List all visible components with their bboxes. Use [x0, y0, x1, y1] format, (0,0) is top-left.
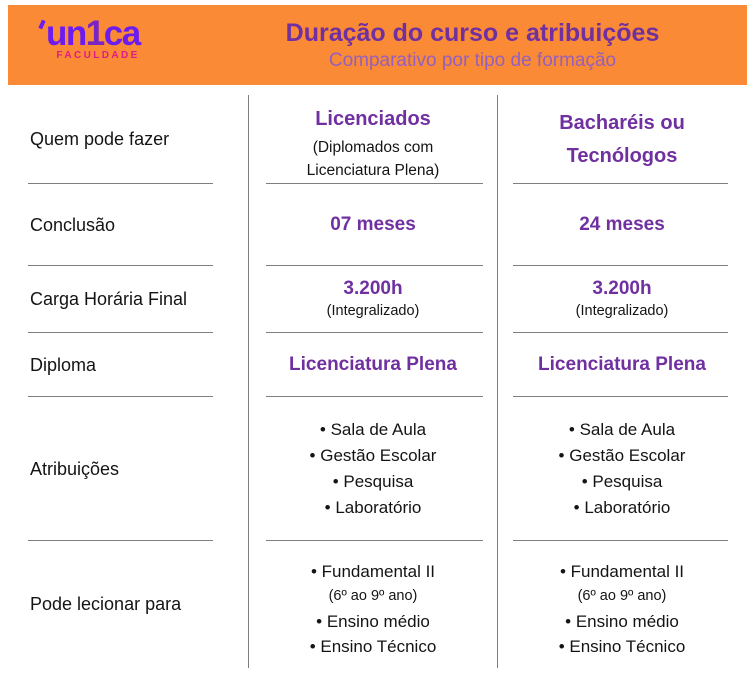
logo-accent-mark [38, 20, 45, 30]
brand-logo-wordmark [40, 15, 140, 53]
row-label-conclusao [10, 184, 248, 266]
comparison-table [10, 95, 746, 668]
header-banner [8, 5, 747, 85]
value-text: Licenciatura Plena [289, 354, 457, 375]
column-header-licenciados: Licenciados [315, 107, 431, 130]
cell-bachareis-header [497, 95, 746, 184]
list-item: • Laboratório [324, 498, 422, 517]
value-note: (Integralizado) [326, 303, 420, 319]
value-text: 3.200h [343, 278, 403, 299]
list-item: • Gestão Escolar [558, 446, 686, 465]
cell-bachareis-carga-horaria [497, 266, 746, 333]
list-item: • Ensino médio [565, 611, 679, 631]
cell-licenciados-diploma [248, 333, 497, 397]
header-titles [223, 18, 722, 73]
cell-licenciados-carga-horaria [248, 266, 497, 333]
row-label-carga-horaria [10, 266, 248, 333]
list-item: • Ensino médio [316, 611, 430, 631]
value-text: 3.200h [592, 278, 652, 299]
list-item-note: (6º ao 9º ano) [328, 587, 418, 604]
cell-bachareis-pode-lecionar [497, 541, 746, 668]
cell-bachareis-atribuicoes [497, 397, 746, 541]
row-label-text: Carga Horária Final [30, 289, 188, 309]
list-item-note: (6º ao 9º ano) [577, 587, 667, 604]
list-item: • Sala de Aula [568, 420, 676, 439]
cell-licenciados-conclusao [248, 184, 497, 266]
column-header-bachareis: Bacharéis ou Tecnólogos [559, 111, 685, 167]
logo-text-one: 1 [85, 14, 104, 53]
cell-licenciados-pode-lecionar [248, 541, 497, 668]
list-item: • Sala de Aula [319, 420, 427, 439]
list-item: • Ensino Técnico [309, 636, 437, 656]
cell-bachareis-conclusao [497, 184, 746, 266]
list-item: • Fundamental II [559, 561, 685, 581]
row-label-atribuicoes [10, 397, 248, 541]
row-label-diploma [10, 333, 248, 397]
cell-bachareis-diploma [497, 333, 746, 397]
logo-text-un: un [46, 14, 86, 53]
list-item: • Fundamental II [310, 561, 436, 581]
row-label-text: Conclusão [30, 214, 116, 235]
column-header-note: (Diplomados com Licenciatura Plena) [306, 138, 440, 179]
brand-logo [40, 15, 140, 61]
value-text: Licenciatura Plena [538, 354, 706, 375]
row-label-pode-lecionar [10, 541, 248, 668]
row-label-text: Pode lecionar para [30, 594, 182, 614]
list-item: • Ensino Técnico [558, 636, 686, 656]
page-title: Duração do curso e atribuições [285, 19, 660, 47]
brand-tagline: FACULDADE [56, 50, 140, 61]
list-item: • Pesquisa [581, 472, 663, 491]
value-note: (Integralizado) [575, 303, 669, 319]
row-label-text: Quem pode fazer [30, 129, 170, 149]
value-text: 07 meses [330, 214, 416, 235]
value-text: 24 meses [579, 214, 665, 235]
row-label-quem-pode-fazer [10, 95, 248, 184]
list-item: • Laboratório [573, 498, 671, 517]
page-subtitle: Comparativo por tipo de formação [328, 50, 617, 71]
row-label-text: Diploma [30, 354, 97, 375]
cell-licenciados-header [248, 95, 497, 184]
logo-text-ca: ca [103, 14, 140, 53]
list-item: • Gestão Escolar [309, 446, 437, 465]
row-label-text: Atribuições [30, 458, 120, 479]
list-item: • Pesquisa [332, 472, 414, 491]
cell-licenciados-atribuicoes [248, 397, 497, 541]
